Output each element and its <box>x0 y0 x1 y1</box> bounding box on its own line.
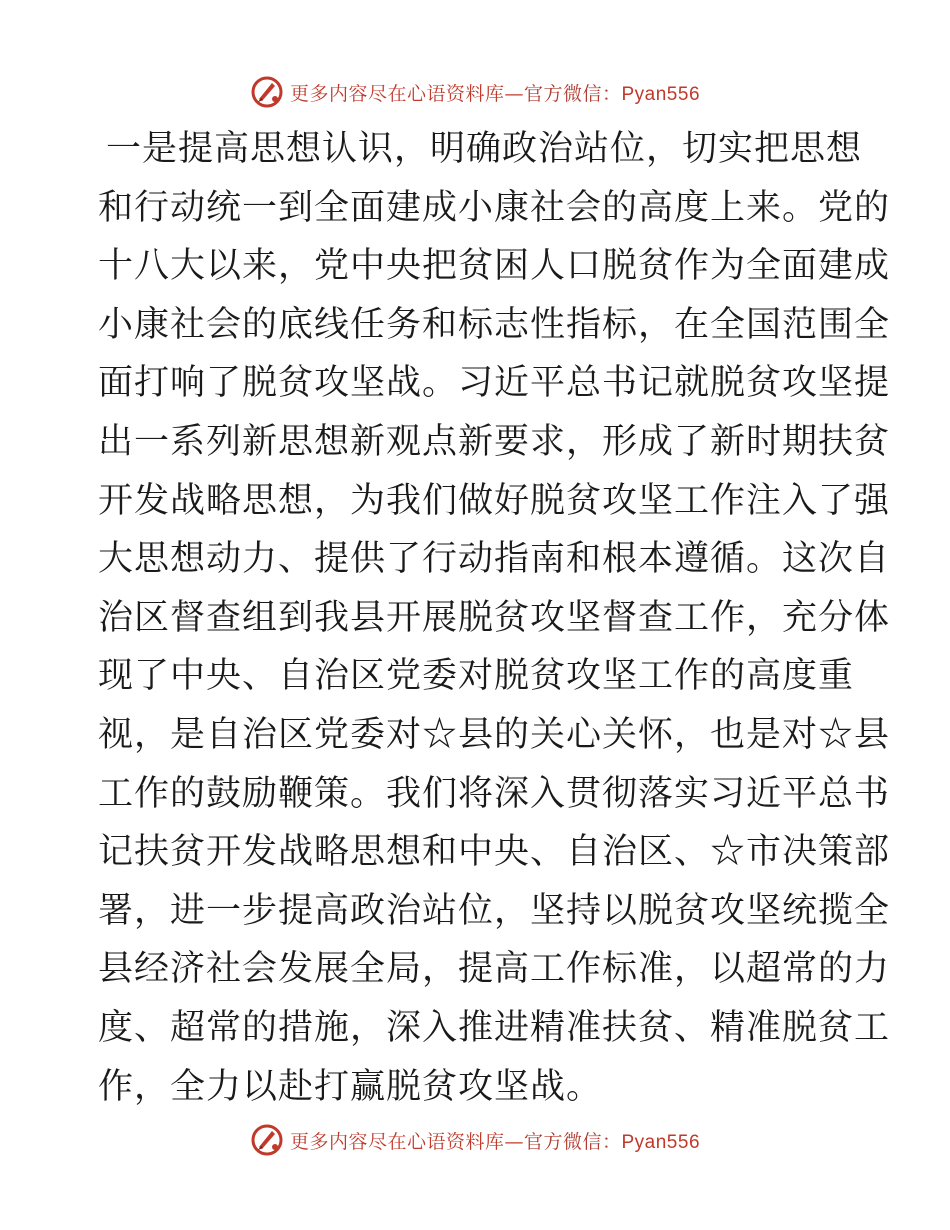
body-line: 作，全力以赴打赢脱贫攻坚战。 <box>98 1066 603 1107</box>
header-wechat-label: 官方微信： <box>523 82 622 105</box>
header-text <box>290 79 700 106</box>
body-line: 大思想动力、提供了行动指南和根本遵循。这次自 <box>98 539 891 580</box>
body-line: 县经济社会发展全局，提高工作标准，以超常的力 <box>98 949 891 990</box>
body-line: 开发战略思想，为我们做好脱贫攻坚工作注入了强 <box>98 480 891 521</box>
quill-seal-icon <box>250 1123 284 1157</box>
footer-text <box>290 1127 700 1154</box>
footer-wechat-label: 官方微信： <box>523 1130 622 1153</box>
body-line: 度、超常的措施，深入推进精准扶贫、精准脱贫工 <box>98 1007 891 1048</box>
body-line: 工作的鼓励鞭策。我们将深入贯彻落实习近平总书 <box>98 773 891 814</box>
header-banner <box>0 72 950 112</box>
body-line: 出一系列新思想新观点新要求，形成了新时期扶贫 <box>98 421 891 462</box>
body-line: 现了中央、自治区党委对脱贫攻坚工作的高度重 <box>98 656 855 697</box>
footer-account: Pyan556 <box>621 1131 701 1153</box>
header-account: Pyan556 <box>621 83 701 105</box>
footer-banner <box>0 1120 950 1160</box>
body-line: 和行动统一到全面建成小康社会的高度上来。党的 <box>98 187 891 228</box>
quill-seal-icon <box>250 75 284 109</box>
body-line: 记扶贫开发战略思想和中央、自治区、☆市决策部 <box>98 832 891 873</box>
body-paragraph <box>98 120 891 1116</box>
body-line: 署，进一步提高政治站位，坚持以脱贫攻坚统揽全 <box>98 890 891 931</box>
footer-separator: — <box>504 1130 524 1153</box>
body-line: 视，是自治区党委对☆县的关心关怀，也是对☆县 <box>98 714 891 755</box>
body-line: 面打响了脱贫攻坚战。习近平总书记就脱贫攻坚提 <box>98 363 891 404</box>
footer-site-text: 更多内容尽在心语资料库 <box>289 1130 505 1153</box>
body-line: 小康社会的底线任务和标志性指标，在全国范围全 <box>98 304 891 345</box>
body-line: 十八大以来，党中央把贫困人口脱贫作为全面建成 <box>98 246 891 287</box>
header-site-text: 更多内容尽在心语资料库 <box>289 82 505 105</box>
header-separator: — <box>504 82 524 105</box>
body-line: 治区督查组到我县开展脱贫攻坚督查工作，充分体 <box>98 597 891 638</box>
body-line: 一是提高思想认识，明确政治站位，切实把思想 <box>106 129 863 169</box>
